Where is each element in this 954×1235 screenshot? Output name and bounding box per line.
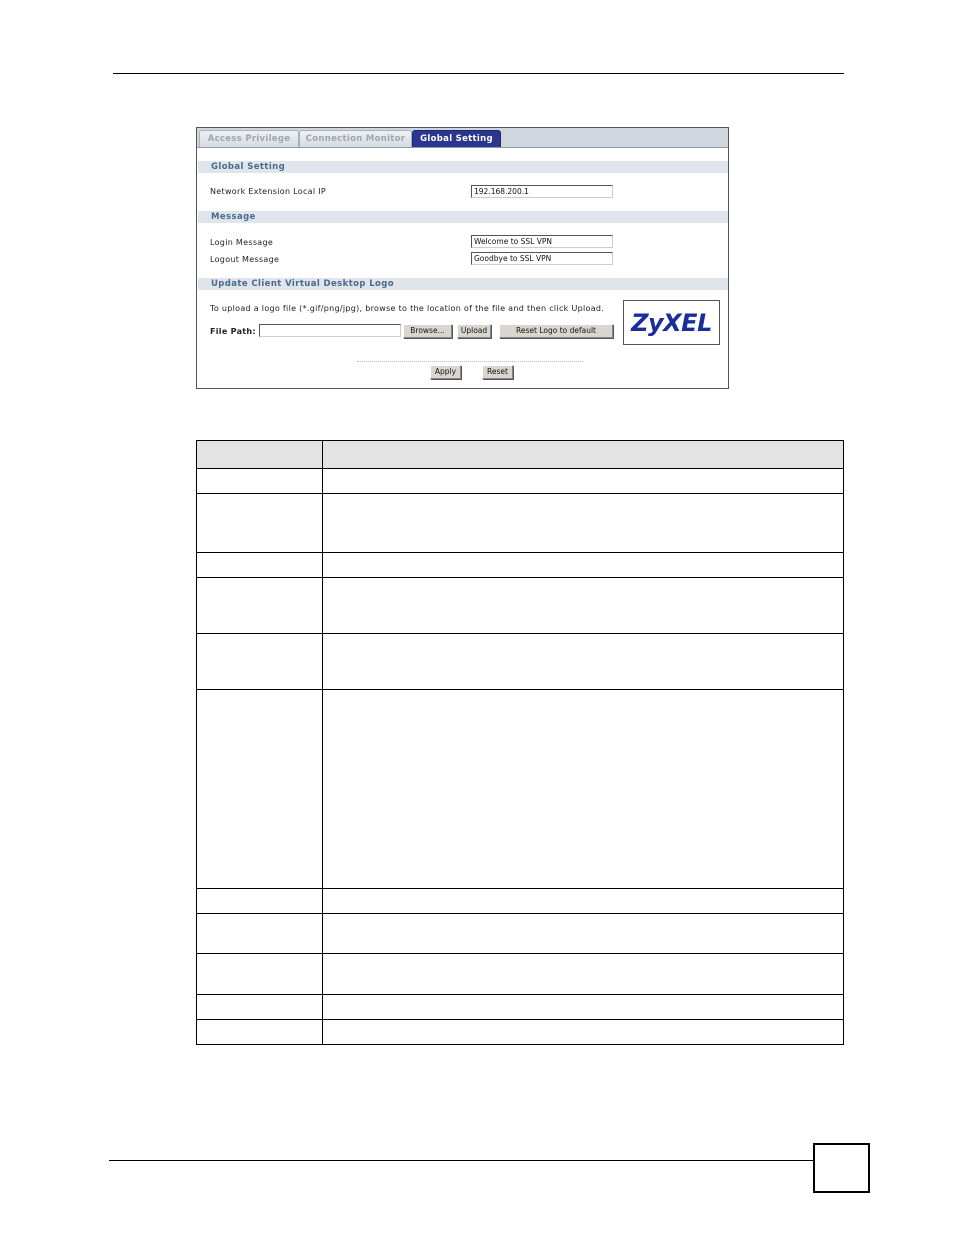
table-row <box>197 494 844 553</box>
login-message-label: Login Message <box>210 238 274 247</box>
table-cell <box>197 553 323 578</box>
section-logo-update: Update Client Virtual Desktop Logo <box>198 278 728 290</box>
file-path-label: File Path: <box>210 327 256 336</box>
login-message-input[interactable]: Welcome to SSL VPN <box>471 235 613 248</box>
apply-button[interactable]: Apply <box>430 365 461 379</box>
network-ip-input[interactable]: 192.168.200.1 <box>471 185 613 198</box>
table-cell <box>197 954 323 995</box>
table-row <box>197 578 844 634</box>
divider <box>357 361 583 362</box>
table-row <box>197 995 844 1020</box>
table-cell <box>197 690 323 889</box>
header-cell-description <box>323 441 844 469</box>
network-ip-label: Network Extension Local IP <box>210 187 327 196</box>
logout-message-label: Logout Message <box>210 255 280 264</box>
table-cell <box>323 634 844 690</box>
table-cell <box>197 914 323 954</box>
upload-instruction: To upload a logo file (*.gif/png/jpg), browse to the location of the file and then click Upload. <box>210 304 605 313</box>
table-cell <box>323 469 844 494</box>
table-row <box>197 469 844 494</box>
table-cell <box>197 1020 323 1045</box>
table-cell <box>323 995 844 1020</box>
table-row <box>197 690 844 889</box>
tab-connection-monitor[interactable]: Connection Monitor <box>299 130 412 147</box>
table-cell <box>197 494 323 553</box>
table-row <box>197 553 844 578</box>
table-cell <box>323 954 844 995</box>
table-cell <box>323 889 844 914</box>
page-number-box <box>813 1143 870 1193</box>
table-row <box>197 889 844 914</box>
section-message: Message <box>198 211 728 223</box>
table-cell <box>197 634 323 690</box>
browse-button[interactable]: Browse... <box>403 324 452 338</box>
reset-logo-button[interactable]: Reset Logo to default <box>499 324 613 338</box>
table-header-row <box>197 441 844 469</box>
table-cell <box>323 690 844 889</box>
table-cell <box>323 914 844 954</box>
logo-preview <box>623 300 720 345</box>
table-row <box>197 1020 844 1045</box>
table-cell <box>197 889 323 914</box>
table-cell <box>323 494 844 553</box>
header-cell-label <box>197 441 323 469</box>
logout-message-input[interactable]: Goodbye to SSL VPN <box>471 252 613 265</box>
table-row <box>197 914 844 954</box>
zyxel-logo: ZyXEL <box>631 308 712 337</box>
reset-button[interactable]: Reset <box>482 365 513 379</box>
table-cell <box>197 995 323 1020</box>
global-setting-screenshot <box>196 127 729 389</box>
table-cell <box>323 578 844 634</box>
tab-bar <box>197 128 728 148</box>
field-description-table <box>196 440 844 1045</box>
tab-global-setting[interactable]: Global Setting <box>412 130 501 147</box>
table-row <box>197 634 844 690</box>
section-global-setting: Global Setting <box>198 161 728 173</box>
table-cell <box>197 578 323 634</box>
footer-rule <box>109 1160 814 1161</box>
upload-button[interactable]: Upload <box>457 324 491 338</box>
table-cell <box>197 469 323 494</box>
table-row <box>197 954 844 995</box>
tab-access-privilege[interactable]: Access Privilege <box>199 130 299 147</box>
table-cell <box>323 1020 844 1045</box>
table-cell <box>323 553 844 578</box>
file-path-input[interactable] <box>259 324 401 337</box>
header-rule <box>113 73 844 74</box>
